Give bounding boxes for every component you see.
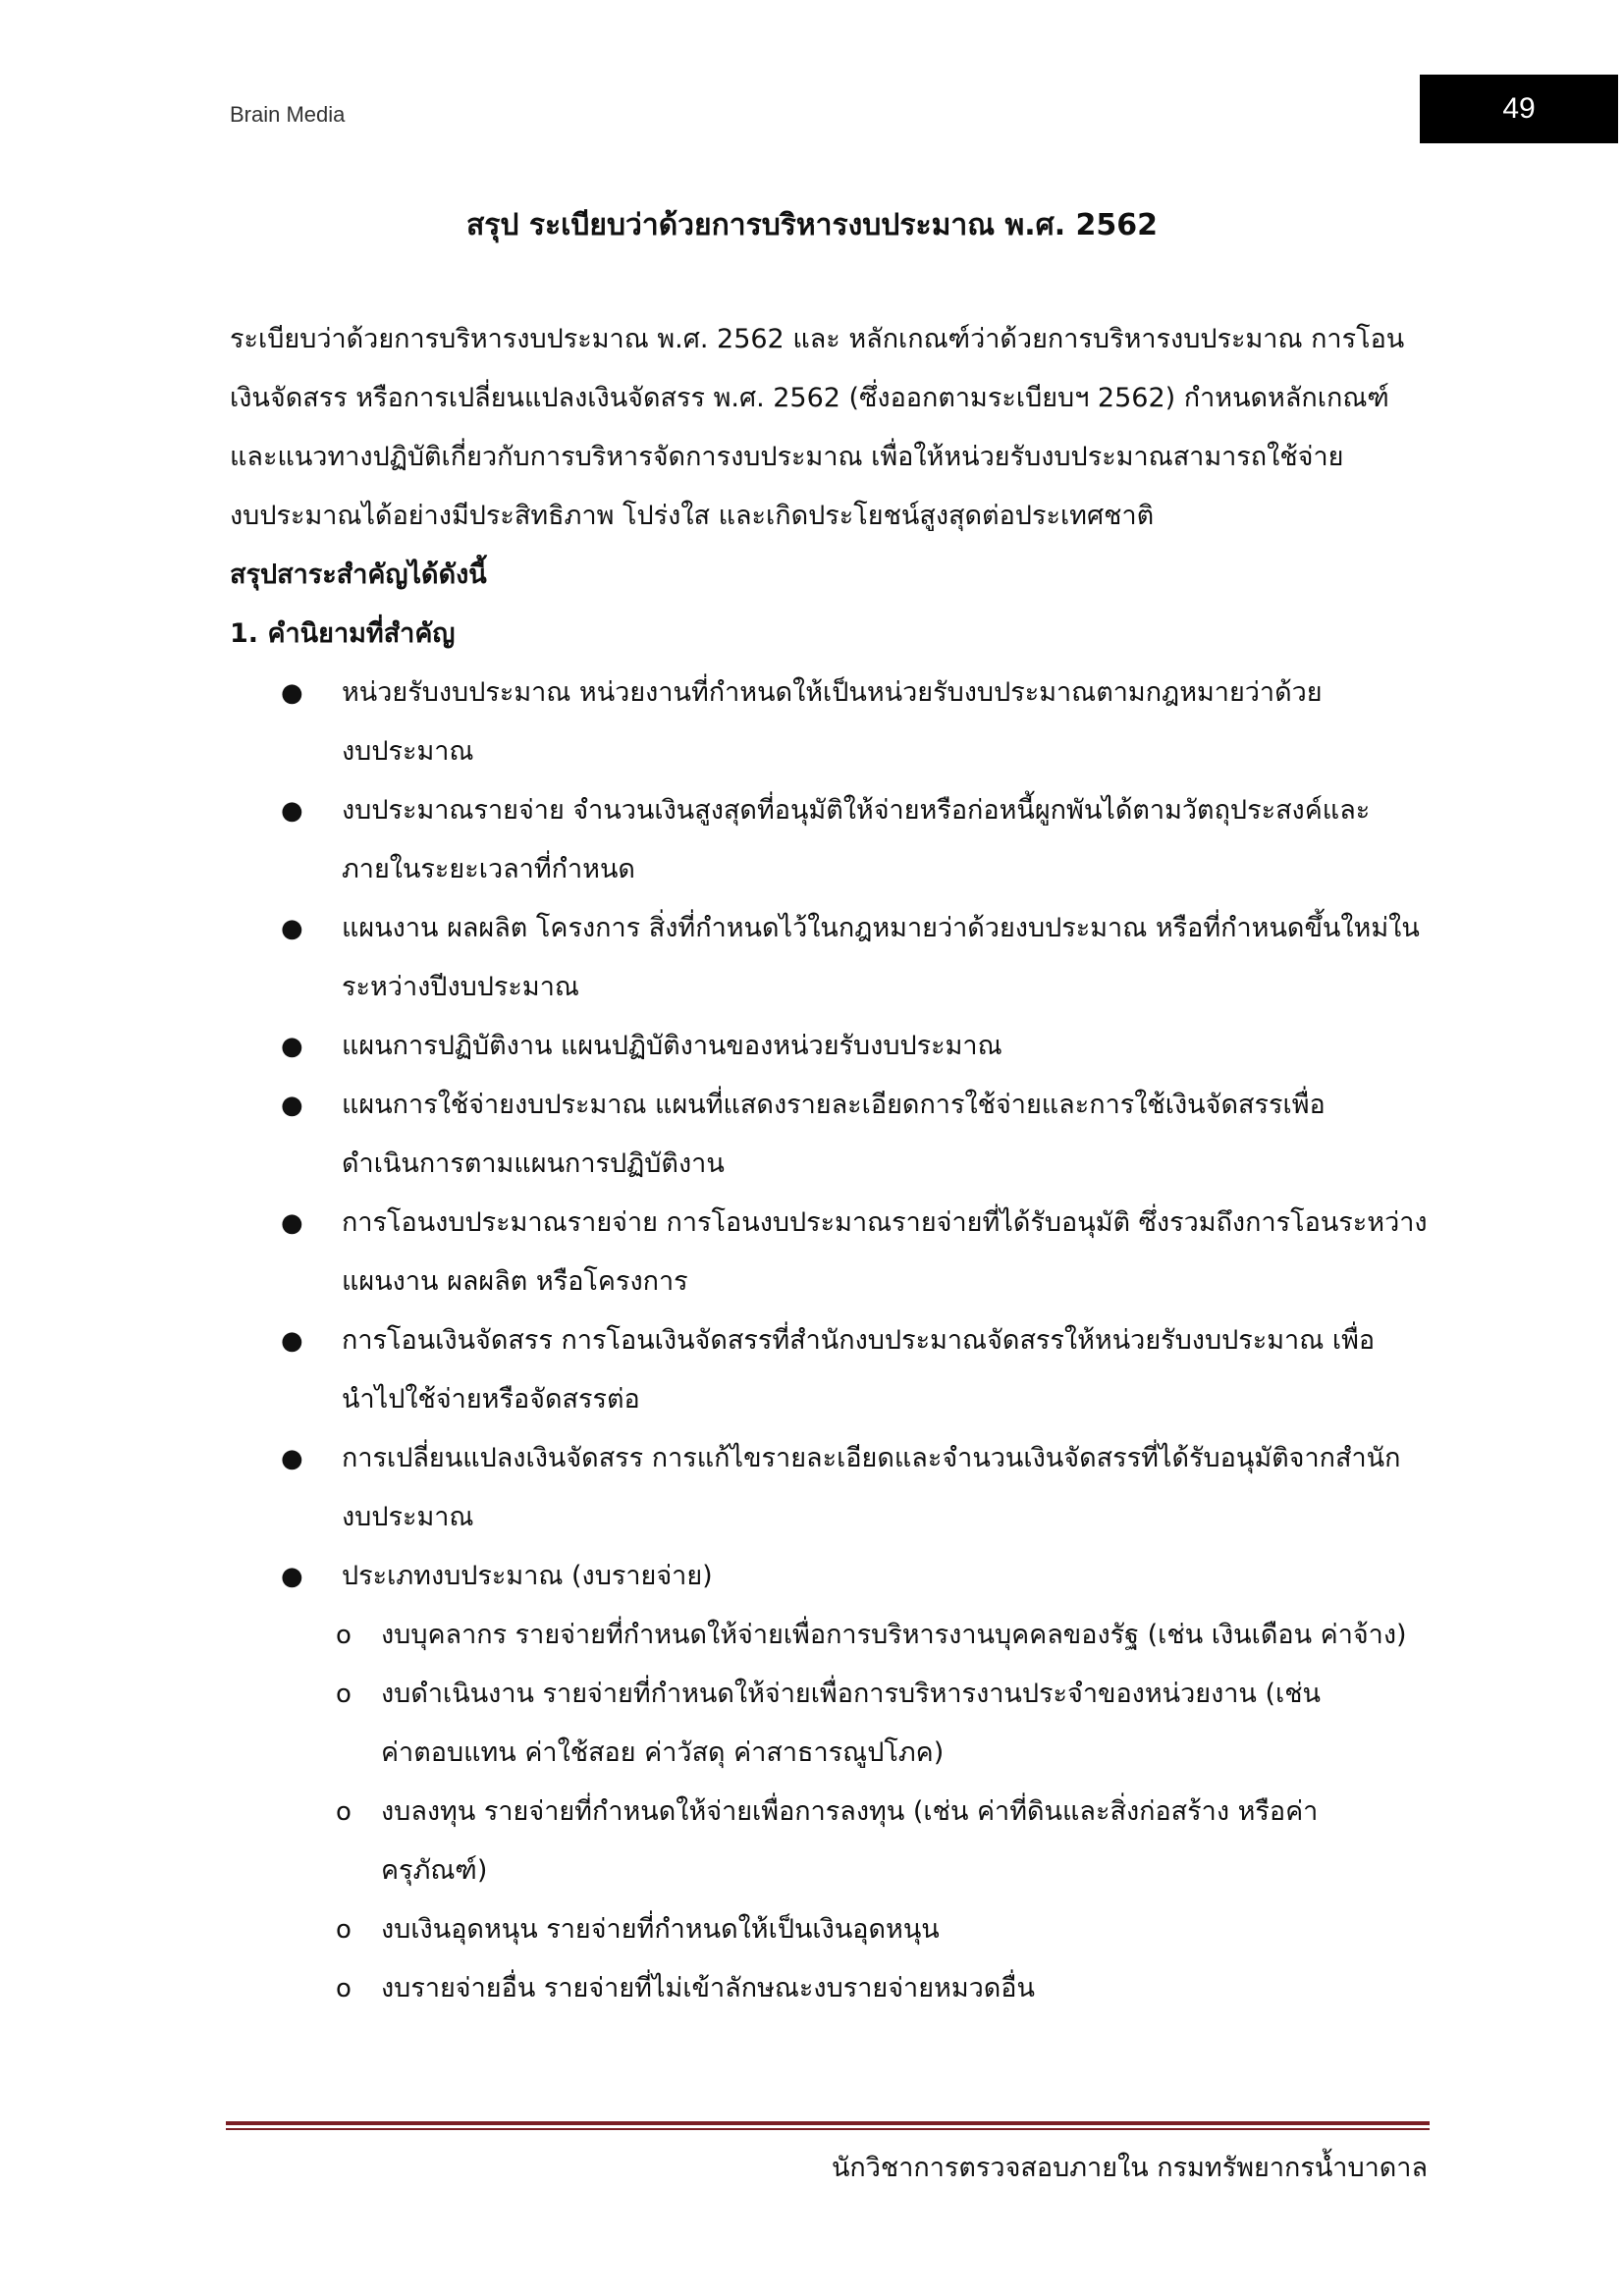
summary-heading: สรุปสาระสำคัญได้ดังนี้: [230, 560, 487, 590]
list-item-line: แผนการใช้จ่ายงบประมาณ แผนที่แสดงรายละเอียดการใช้จ่ายและการใช้เงินจัดสรรเพื่อ: [342, 1090, 1326, 1120]
sub-list-item-line: งบรายจ่ายอื่น รายจ่ายที่ไม่เข้าลักษณะงบรายจ่ายหมวดอื่น: [381, 1973, 1035, 2003]
bullet-icon: ●: [281, 1326, 303, 1356]
list-item-line: ระหว่างปีงบประมาณ: [342, 972, 579, 1002]
intro-line: งบประมาณได้อย่างมีประสิทธิภาพ โปร่งใส และเกิดประโยชน์สูงสุดต่อประเทศชาติ: [230, 501, 1155, 531]
list-item-line: การเปลี่ยนแปลงเงินจัดสรร การแก้ไขรายละเอียดและจำนวนเงินจัดสรรที่ได้รับอนุมัติจากสำนัก: [342, 1443, 1401, 1473]
list-item: [230, 1429, 1428, 1547]
list-item-line: การโอนงบประมาณรายจ่าย การโอนงบประมาณรายจ่ายที่ได้รับอนุมัติ ซึ่งรวมถึงการโอนระหว่าง: [342, 1207, 1428, 1238]
list-item-line: งบประมาณ: [342, 1502, 474, 1532]
sub-list-item: [336, 1665, 1428, 1783]
list-item: [230, 1017, 1428, 1076]
circle-bullet-icon: o: [336, 1797, 352, 1827]
sub-list-item-line: งบลงทุน รายจ่ายที่กำหนดให้จ่ายเพื่อการลงทุน (เช่น ค่าที่ดินและสิ่งก่อสร้าง หรือค่า: [381, 1796, 1319, 1827]
sub-list-item-line: ค่าตอบแทน ค่าใช้สอย ค่าวัสดุ ค่าสาธารณูปโภค): [381, 1737, 945, 1768]
list-item-line: แผนงาน ผลผลิต หรือโครงการ: [342, 1266, 688, 1297]
list-item: [230, 899, 1428, 1017]
sub-list-item-line: งบดำเนินงาน รายจ่ายที่กำหนดให้จ่ายเพื่อการบริหารงานประจำของหน่วยงาน (เช่น: [381, 1679, 1322, 1709]
bullet-icon: ●: [281, 1562, 303, 1591]
list-item-line: นำไปใช้จ่ายหรือจัดสรรต่อ: [342, 1384, 640, 1415]
document-body: [230, 310, 1428, 2018]
list-item: [230, 1076, 1428, 1194]
list-item-line: ประเภทงบประมาณ (งบรายจ่าย): [342, 1561, 713, 1591]
list-item-line: แผนงาน ผลผลิต โครงการ สิ่งที่กำหนดไว้ในกฎหมายว่าด้วยงบประมาณ หรือที่กำหนดขึ้นใหม่ใน: [342, 913, 1420, 943]
page-number: 49: [1502, 92, 1536, 125]
intro-paragraph: [230, 310, 1428, 546]
list-item-line: แผนการปฏิบัติงาน แผนปฏิบัติงานของหน่วยรับงบประมาณ: [342, 1031, 1002, 1061]
list-item-line: การโอนเงินจัดสรร การโอนเงินจัดสรรที่สำนักงบประมาณจัดสรรให้หน่วยรับงบประมาณ เพื่อ: [342, 1325, 1376, 1356]
list-item: [230, 664, 1428, 781]
intro-line: และแนวทางปฏิบัติเกี่ยวกับการบริหารจัดการงบประมาณ เพื่อให้หน่วยรับงบประมาณสามารถใช้จ่าย: [230, 442, 1344, 472]
sub-list-item-line: งบเงินอุดหนุน รายจ่ายที่กำหนดให้เป็นเงินอุดหนุน: [381, 1914, 940, 1945]
circle-bullet-icon: o: [336, 1974, 352, 2003]
intro-line: เงินจัดสรร หรือการเปลี่ยนแปลงเงินจัดสรร พ.ศ. 2562 (ซึ่งออกตามระเบียบฯ 2562) กำหนดหลักเกณฑ์: [230, 383, 1389, 413]
list-item-line: งบประมาณ: [342, 736, 474, 767]
document-title: สรุป ระเบียบว่าด้วยการบริหารงบประมาณ พ.ศ. 2562: [465, 208, 1159, 242]
sub-list-item: [336, 1900, 1428, 1959]
list-item: [230, 1311, 1428, 1429]
circle-bullet-icon: o: [336, 1680, 352, 1709]
header-publisher: Brain Media: [230, 102, 346, 127]
circle-bullet-icon: o: [336, 1621, 352, 1650]
section-heading: 1. คำนิยามที่สำคัญ: [230, 618, 456, 649]
sub-list-item: [336, 1959, 1428, 2018]
bullet-icon: ●: [281, 1208, 303, 1238]
budget-types-list: [230, 1606, 1428, 2018]
bullet-icon: ●: [281, 678, 303, 708]
definitions-list: [230, 664, 1428, 1606]
list-item-line: ดำเนินการตามแผนการปฏิบัติงาน: [342, 1148, 725, 1179]
sub-list-item-line: งบบุคลากร รายจ่ายที่กำหนดให้จ่ายเพื่อการบริหารงานบุคคลของรัฐ (เช่น เงินเดือน ค่าจ้าง): [381, 1620, 1407, 1650]
sub-list-item: [336, 1783, 1428, 1900]
circle-bullet-icon: o: [336, 1915, 352, 1945]
bullet-icon: ●: [281, 1032, 303, 1061]
list-item: [230, 1547, 1428, 1606]
bullet-icon: ●: [281, 796, 303, 826]
sub-list-item-line: ครุภัณฑ์): [381, 1855, 488, 1886]
bullet-icon: ●: [281, 1091, 303, 1120]
bullet-icon: ●: [281, 1444, 303, 1473]
list-item-line: งบประมาณรายจ่าย จำนวนเงินสูงสุดที่อนุมัติให้จ่ายหรือก่อหนี้ผูกพันได้ตามวัตถุประสงค์และ: [342, 795, 1371, 826]
list-item: [230, 781, 1428, 899]
list-item-line: ภายในระยะเวลาที่กำหนด: [342, 854, 635, 884]
list-item: [230, 1194, 1428, 1311]
intro-line: ระเบียบว่าด้วยการบริหารงบประมาณ พ.ศ. 2562 และ หลักเกณฑ์ว่าด้วยการบริหารงบประมาณ การโอน: [230, 324, 1405, 354]
footer-text: นักวิชาการตรวจสอบภายใน กรมทรัพยากรน้ำบาดาล: [831, 2153, 1428, 2183]
bullet-icon: ●: [281, 914, 303, 943]
page-number-box: [1420, 75, 1618, 143]
footer-divider: [226, 2121, 1430, 2130]
list-item-line: หน่วยรับงบประมาณ หน่วยงานที่กำหนดให้เป็นหน่วยรับงบประมาณตามกฎหมายว่าด้วย: [342, 677, 1323, 708]
sub-list-item: [336, 1606, 1428, 1665]
